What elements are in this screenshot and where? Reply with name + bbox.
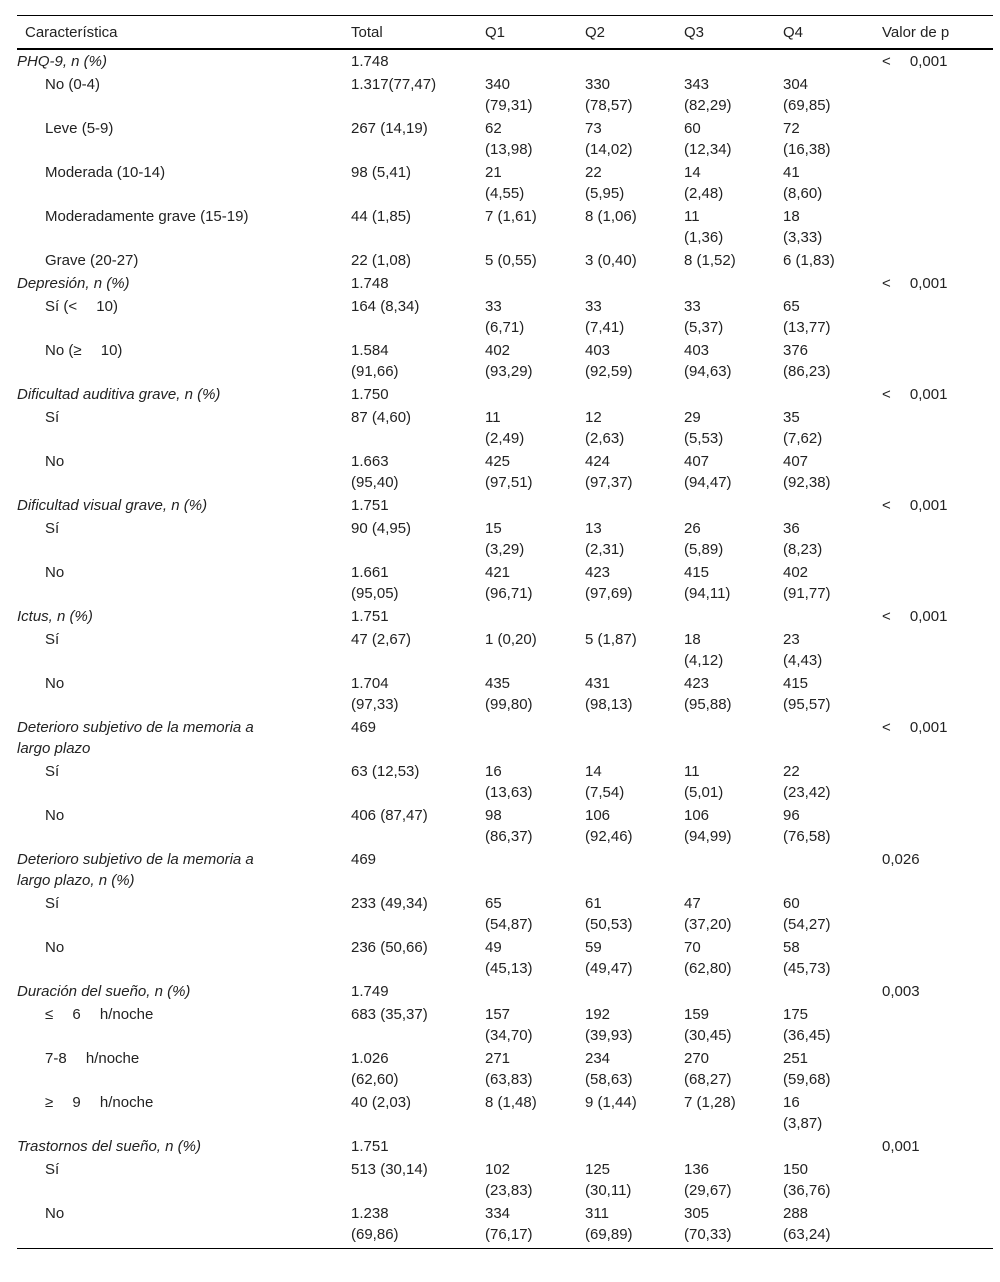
- table-row: [17, 117, 993, 161]
- empty-cell: [882, 1003, 993, 1047]
- table-row: [17, 1158, 993, 1202]
- empty-cell: [783, 716, 882, 760]
- cell-q3: 14 (2,48): [684, 164, 724, 202]
- cell-q2: 5 (1,87): [585, 631, 637, 648]
- cell-total: 406 (87,47): [351, 807, 428, 824]
- table-row: [17, 628, 993, 672]
- empty-cell: [485, 49, 585, 73]
- cell-q1: 65 (54,87): [485, 895, 533, 933]
- empty-cell: [485, 980, 585, 1003]
- cell-total: 1.661 (95,05): [351, 564, 399, 602]
- cell-q2: 14 (7,54): [585, 763, 625, 801]
- cell-q4: 36 (8,23): [783, 520, 823, 558]
- empty-cell: [585, 716, 684, 760]
- cell-q4: 18 (3,33): [783, 208, 823, 246]
- table-row: [17, 295, 993, 339]
- empty-cell: [684, 848, 783, 892]
- col-header-q1: Q1: [485, 16, 585, 50]
- row-label: Moderada (10-14): [45, 164, 166, 181]
- cell-q4: 415 (95,57): [783, 675, 831, 713]
- cell-q1: 421 (96,71): [485, 564, 533, 602]
- group-total: 1.750: [351, 386, 389, 403]
- cell-q4: 58 (45,73): [783, 939, 831, 977]
- empty-cell: [783, 848, 882, 892]
- empty-cell: [882, 117, 993, 161]
- cell-q4: 35 (7,62): [783, 409, 823, 447]
- group-label: Ictus, n (%): [17, 608, 93, 625]
- empty-cell: [882, 339, 993, 383]
- empty-cell: [485, 272, 585, 295]
- row-label: ≤ 6 h/noche: [45, 1006, 154, 1023]
- cell-total: 1.663 (95,40): [351, 453, 399, 491]
- cell-total: 513 (30,14): [351, 1161, 428, 1178]
- cell-total: 1.584 (91,66): [351, 342, 399, 380]
- cell-q1: 33 (6,71): [485, 298, 525, 336]
- p-value: 0,001: [882, 1138, 920, 1155]
- group-total: 1.751: [351, 497, 389, 514]
- table-row: [17, 205, 993, 249]
- empty-cell: [585, 605, 684, 628]
- cell-total: 22 (1,08): [351, 252, 412, 269]
- empty-cell: [882, 205, 993, 249]
- table-row: [17, 936, 993, 980]
- empty-cell: [485, 605, 585, 628]
- cell-q4: 402 (91,77): [783, 564, 831, 602]
- empty-cell: [882, 760, 993, 804]
- cell-q4: 407 (92,38): [783, 453, 831, 491]
- cell-q1: 21 (4,55): [485, 164, 525, 202]
- cell-q4: 288 (63,24): [783, 1202, 882, 1249]
- empty-cell: [882, 1047, 993, 1091]
- group-total: 1.751: [351, 608, 389, 625]
- row-label: Sí (< 10): [45, 298, 118, 315]
- cell-q2: 9 (1,44): [585, 1094, 637, 1111]
- cell-q1: 62 (13,98): [485, 120, 533, 158]
- table-row: [17, 1202, 993, 1249]
- cell-q1: 157 (34,70): [485, 1006, 533, 1044]
- cell-q1: 98 (86,37): [485, 807, 533, 845]
- table-row: [17, 892, 993, 936]
- empty-cell: [882, 295, 993, 339]
- group-row: [17, 383, 993, 406]
- cell-q2: 403 (92,59): [585, 342, 633, 380]
- cell-total: 1.238 (69,86): [351, 1202, 485, 1249]
- cell-total: 40 (2,03): [351, 1094, 412, 1111]
- cell-total: 164 (8,34): [351, 298, 420, 315]
- cell-q3: 270 (68,27): [684, 1050, 732, 1088]
- cell-q4: 16 (3,87): [783, 1094, 823, 1132]
- col-header-q3: Q3: [684, 16, 783, 50]
- cell-q1: 340 (79,31): [485, 76, 533, 114]
- p-value: < 0,001: [882, 608, 948, 625]
- cell-q2: 8 (1,06): [585, 208, 637, 225]
- table-row: [17, 450, 993, 494]
- empty-cell: [485, 1135, 585, 1158]
- group-label: Duración del sueño, n (%): [17, 983, 191, 1000]
- cell-q4: 376 (86,23): [783, 342, 831, 380]
- cell-q1: 8 (1,48): [485, 1094, 537, 1111]
- cell-q2: 125 (30,11): [585, 1161, 632, 1199]
- row-label: Sí: [45, 631, 60, 648]
- row-label: Leve (5-9): [45, 120, 114, 137]
- empty-cell: [684, 494, 783, 517]
- empty-cell: [485, 848, 585, 892]
- cell-q1: 102 (23,83): [485, 1161, 533, 1199]
- cell-q3: 7 (1,28): [684, 1094, 736, 1111]
- table-row: [17, 517, 993, 561]
- row-label: Moderadamente grave (15-19): [45, 208, 249, 225]
- table-row: [17, 339, 993, 383]
- group-total: 469: [351, 719, 377, 736]
- group-label: Trastornos del sueño, n (%): [17, 1138, 201, 1155]
- empty-cell: [485, 494, 585, 517]
- empty-cell: [882, 561, 993, 605]
- cell-total: 267 (14,19): [351, 120, 428, 137]
- cell-q4: 304 (69,85): [783, 76, 831, 114]
- cell-q1: 49 (45,13): [485, 939, 533, 977]
- cell-total: 683 (35,37): [351, 1006, 428, 1023]
- cell-q2: 59 (49,47): [585, 939, 633, 977]
- group-row: [17, 272, 993, 295]
- group-label: PHQ-9, n (%): [17, 53, 108, 70]
- cell-q3: 11 (5,01): [684, 763, 724, 801]
- group-label: Dificultad auditiva grave, n (%): [17, 386, 221, 403]
- p-value: 0,003: [882, 983, 920, 1000]
- table-row: [17, 406, 993, 450]
- cell-q4: 251 (59,68): [783, 1050, 831, 1088]
- empty-cell: [585, 494, 684, 517]
- cell-q3: 29 (5,53): [684, 409, 724, 447]
- cell-q2: 13 (2,31): [585, 520, 625, 558]
- empty-cell: [684, 49, 783, 73]
- table-row: [17, 1003, 993, 1047]
- group-total: 1.748: [351, 53, 389, 70]
- cell-q3: 415 (94,11): [684, 564, 731, 602]
- cell-q4: 22 (23,42): [783, 763, 831, 801]
- row-label: No: [45, 807, 65, 824]
- p-value: < 0,001: [882, 497, 948, 514]
- row-label: No: [45, 675, 65, 692]
- group-row: [17, 716, 993, 760]
- cell-q1: 1 (0,20): [485, 631, 537, 648]
- cell-total: 47 (2,67): [351, 631, 412, 648]
- cell-q1: 15 (3,29): [485, 520, 525, 558]
- cell-q3: 33 (5,37): [684, 298, 724, 336]
- empty-cell: [783, 49, 882, 73]
- row-label: Grave (20-27): [45, 252, 139, 269]
- cell-q4: 41 (8,60): [783, 164, 823, 202]
- cell-q1: 435 (99,80): [485, 675, 533, 713]
- cell-q3: 60 (12,34): [684, 120, 732, 158]
- empty-cell: [585, 1135, 684, 1158]
- group-row: [17, 1135, 993, 1158]
- cell-q3: 305 (70,33): [684, 1202, 783, 1249]
- group-label: Dificultad visual grave, n (%): [17, 497, 208, 514]
- empty-cell: [882, 450, 993, 494]
- empty-cell: [783, 494, 882, 517]
- group-label: Deterioro subjetivo de la memoria a largo plazo: [17, 719, 254, 757]
- cell-q1: 11 (2,49): [485, 409, 525, 447]
- cell-q3: 26 (5,89): [684, 520, 724, 558]
- group-label: Depresión, n (%): [17, 275, 130, 292]
- row-label: No (≥ 10): [45, 342, 123, 359]
- cell-total: 90 (4,95): [351, 520, 412, 537]
- row-label: Sí: [45, 409, 60, 426]
- empty-cell: [684, 980, 783, 1003]
- empty-cell: [783, 605, 882, 628]
- empty-cell: [882, 161, 993, 205]
- p-value: 0,026: [882, 851, 920, 868]
- row-label: Sí: [45, 1161, 60, 1178]
- header-row: [17, 16, 993, 50]
- cell-q3: 8 (1,52): [684, 252, 736, 269]
- empty-cell: [783, 1135, 882, 1158]
- row-label: ≥ 9 h/noche: [45, 1094, 154, 1111]
- cell-q4: 72 (16,38): [783, 120, 831, 158]
- table-row: [17, 804, 993, 848]
- row-label: 7-8 h/noche: [45, 1050, 140, 1067]
- table-row: [17, 161, 993, 205]
- empty-cell: [585, 383, 684, 406]
- empty-cell: [882, 73, 993, 117]
- table-body: [17, 49, 993, 1249]
- empty-cell: [684, 383, 783, 406]
- empty-cell: [882, 1202, 993, 1249]
- cell-q2: 330 (78,57): [585, 76, 633, 114]
- row-label: Sí: [45, 520, 60, 537]
- cell-q1: 402 (93,29): [485, 342, 533, 380]
- empty-cell: [882, 1158, 993, 1202]
- cell-q2: 3 (0,40): [585, 252, 637, 269]
- cell-q2: 73 (14,02): [585, 120, 633, 158]
- cell-q1: 334 (76,17): [485, 1202, 585, 1249]
- cell-q2: 234 (58,63): [585, 1050, 633, 1088]
- col-header-valor-p: Valor de p: [882, 16, 993, 50]
- cell-q3: 47 (37,20): [684, 895, 732, 933]
- cell-q4: 60 (54,27): [783, 895, 831, 933]
- cell-q2: 61 (50,53): [585, 895, 633, 933]
- cell-q1: 7 (1,61): [485, 208, 537, 225]
- group-total: 1.751: [351, 1138, 389, 1155]
- col-header-caracteristica: Característica: [17, 16, 351, 50]
- empty-cell: [882, 406, 993, 450]
- cell-q2: 431 (98,13): [585, 675, 633, 713]
- empty-cell: [585, 49, 684, 73]
- empty-cell: [882, 1091, 993, 1135]
- cell-q4: 6 (1,83): [783, 252, 835, 269]
- cell-total: 233 (49,34): [351, 895, 428, 912]
- empty-cell: [882, 249, 993, 272]
- cell-q3: 18 (4,12): [684, 631, 724, 669]
- empty-cell: [585, 272, 684, 295]
- row-label: No: [17, 1202, 351, 1249]
- cell-total: 1.317(77,47): [351, 76, 437, 93]
- cell-total: 63 (12,53): [351, 763, 420, 780]
- cell-total: 1.704 (97,33): [351, 675, 399, 713]
- col-header-total: Total: [351, 16, 485, 50]
- cell-q4: 150 (36,76): [783, 1161, 831, 1199]
- table-row: [17, 249, 993, 272]
- cell-q3: 343 (82,29): [684, 76, 732, 114]
- cell-q2: 12 (2,63): [585, 409, 625, 447]
- cell-q2: 423 (97,69): [585, 564, 633, 602]
- table-row: [17, 73, 993, 117]
- empty-cell: [783, 383, 882, 406]
- row-label: No: [45, 453, 65, 470]
- cell-total: 98 (5,41): [351, 164, 412, 181]
- empty-cell: [585, 980, 684, 1003]
- group-row: [17, 494, 993, 517]
- cell-q2: 311 (69,89): [585, 1202, 684, 1249]
- cell-total: 236 (50,66): [351, 939, 428, 956]
- group-total: 469: [351, 851, 377, 868]
- empty-cell: [882, 892, 993, 936]
- group-total: 1.749: [351, 983, 389, 1000]
- cell-q3: 136 (29,67): [684, 1161, 732, 1199]
- row-label: No (0-4): [45, 76, 101, 93]
- empty-cell: [783, 980, 882, 1003]
- p-value: < 0,001: [882, 386, 948, 403]
- empty-cell: [882, 628, 993, 672]
- empty-cell: [684, 605, 783, 628]
- cell-q1: 5 (0,55): [485, 252, 537, 269]
- group-row: [17, 848, 993, 892]
- group-row: [17, 49, 993, 73]
- cell-q4: 96 (76,58): [783, 807, 831, 845]
- group-total: 1.748: [351, 275, 389, 292]
- empty-cell: [882, 804, 993, 848]
- empty-cell: [585, 848, 684, 892]
- cell-q1: 16 (13,63): [485, 763, 533, 801]
- cell-q4: 175 (36,45): [783, 1006, 831, 1044]
- empty-cell: [882, 672, 993, 716]
- cell-q3: 403 (94,63): [684, 342, 732, 380]
- empty-cell: [485, 383, 585, 406]
- row-label: Sí: [45, 895, 60, 912]
- col-header-q2: Q2: [585, 16, 684, 50]
- cell-q3: 11 (1,36): [684, 208, 724, 246]
- cell-q2: 106 (92,46): [585, 807, 633, 845]
- empty-cell: [882, 936, 993, 980]
- p-value: < 0,001: [882, 275, 948, 292]
- cell-q1: 271 (63,83): [485, 1050, 533, 1088]
- cell-q3: 423 (95,88): [684, 675, 732, 713]
- cell-q2: 424 (97,37): [585, 453, 633, 491]
- data-table: [17, 15, 993, 1249]
- cell-total: 44 (1,85): [351, 208, 412, 225]
- empty-cell: [684, 716, 783, 760]
- row-label: No: [45, 939, 65, 956]
- table-row: [17, 1091, 993, 1135]
- cell-q4: 23 (4,43): [783, 631, 823, 669]
- table-row: [17, 672, 993, 716]
- col-header-q4: Q4: [783, 16, 882, 50]
- table-row: [17, 760, 993, 804]
- empty-cell: [684, 1135, 783, 1158]
- group-row: [17, 605, 993, 628]
- cell-q1: 425 (97,51): [485, 453, 533, 491]
- p-value: < 0,001: [882, 53, 948, 70]
- table-row: [17, 1047, 993, 1091]
- group-label: Deterioro subjetivo de la memoria a largo plazo, n (%): [17, 851, 254, 889]
- group-row: [17, 980, 993, 1003]
- cell-q3: 106 (94,99): [684, 807, 732, 845]
- cell-total: 1.026 (62,60): [351, 1050, 399, 1088]
- empty-cell: [684, 272, 783, 295]
- cell-q2: 192 (39,93): [585, 1006, 633, 1044]
- row-label: Sí: [45, 763, 60, 780]
- cell-q3: 159 (30,45): [684, 1006, 732, 1044]
- empty-cell: [783, 272, 882, 295]
- empty-cell: [882, 517, 993, 561]
- empty-cell: [485, 716, 585, 760]
- cell-q3: 70 (62,80): [684, 939, 732, 977]
- cell-q2: 33 (7,41): [585, 298, 625, 336]
- cell-q2: 22 (5,95): [585, 164, 625, 202]
- p-value: < 0,001: [882, 719, 948, 736]
- cell-total: 87 (4,60): [351, 409, 412, 426]
- cell-q3: 407 (94,47): [684, 453, 732, 491]
- row-label: No: [45, 564, 65, 581]
- cell-q4: 65 (13,77): [783, 298, 831, 336]
- table-row: [17, 561, 993, 605]
